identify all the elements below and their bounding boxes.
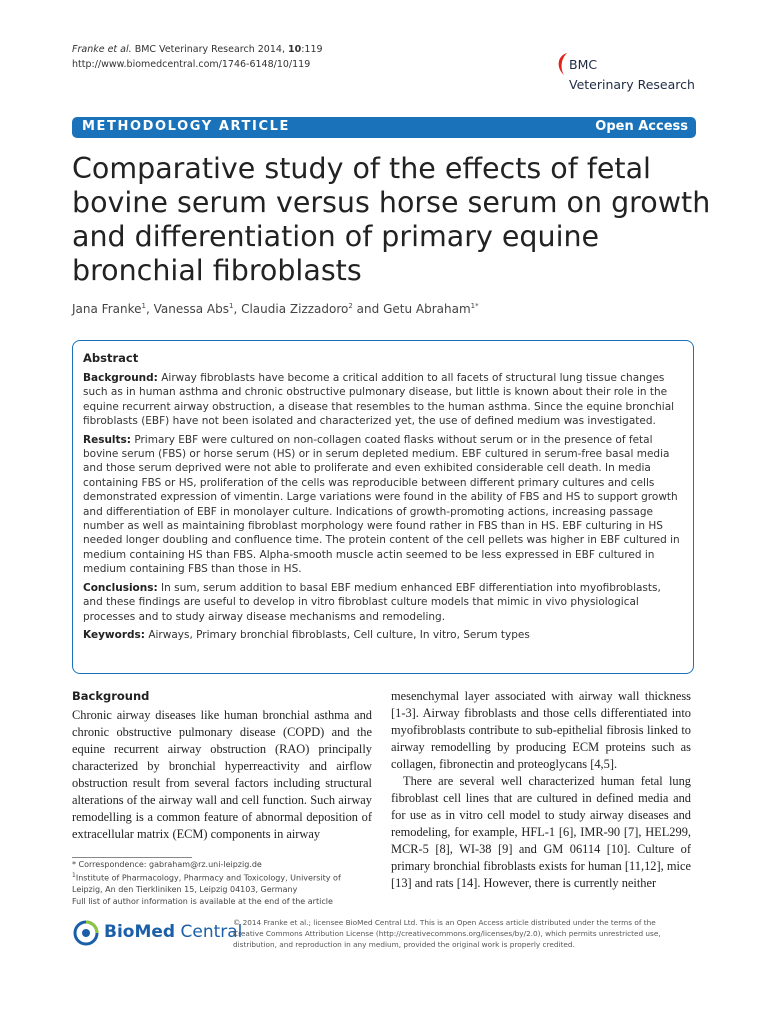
author-affil: 1 xyxy=(141,302,146,310)
body-column-right xyxy=(391,688,691,892)
abstract-heading: Abstract xyxy=(83,351,139,365)
journal-logo xyxy=(555,52,715,96)
author-name: Claudia Zizzadoro xyxy=(241,302,349,316)
open-access-label: Open Access xyxy=(595,119,688,134)
body-paragraph: There are several well characterized human fetal lung fibroblast cell lines that are cultured in defined media and for use as in vitro cell model to study airway diseases and remodeling, for example, HFL-1 [6], IMR-90 [7], HEL299, MCR-5 [8], WI-38 [9] and GM 06114 [10]. Culture of primary bronchial fibroblasts exists for human [11,12], mice [13] and rats [14]. However, there is currently neither xyxy=(391,774,691,890)
author-separator: , xyxy=(145,302,154,316)
journal-logo-name: Veterinary Research xyxy=(569,77,695,92)
correspondence-note: * Correspondence: gabraham@rz.uni-leipzig.de xyxy=(72,860,262,869)
body-paragraph: mesenchymal layer associated with airway wall thickness [1-3]. Airway fibroblasts and those cells differentiated into myofibroblasts contribute to sub-epithelial fibrosis linked to airway remodelling by producing ECM proteins such as collagen, fibronectin and proteoglycans [4,5]. xyxy=(391,689,691,771)
affiliation-note xyxy=(72,870,372,895)
abstract-background-text: Airway fibroblasts have become a critical addition to all facets of structural lung tissue changes such as in human asthma and chronic obstructive pulmonary disease, but little is known about their role in the equine recurrent airway obstruction, a disease that resembles to the human asthma. Since the equine bronchial fibroblasts (EBF) have not been isolated and characterized yet, the use of defined medium was investigated. xyxy=(83,372,675,428)
author-affil: 2 xyxy=(348,302,353,310)
citation-header xyxy=(72,42,323,72)
section-heading-background: Background xyxy=(72,689,150,703)
footnotes xyxy=(72,859,372,907)
license-text: © 2014 Franke et al.; licensee BioMed Central Ltd. This is an Open Access article distributed under the terms of the Creative Commons Attribution License (http://creativecommons.org/licenses/by/2.0), which permits unrestricted use, distribution, and reproduction in any medium, provided the original work is properly credited. xyxy=(233,918,661,949)
citation-volume: 10 xyxy=(287,44,302,55)
journal-logo-bmc: BMC xyxy=(569,57,598,72)
abstract-conclusions-label: Conclusions: xyxy=(83,581,158,594)
body-paragraph: Chronic airway diseases like human bronchial asthma and chronic obstructive pulmonary disease (COPD) and the equine recurrent airway obstruction (RAO) principally characterized by bronchial hyperreactivity and airflow obstruction result from several factors including structural alterations of the airway wall and cell function. Such airway remodelling is a common feature of abnormal deposition of extracellular matrix (ECM) components in airway xyxy=(72,708,372,841)
abstract-conclusions-text: In sum, serum addition to basal EBF medium enhanced EBF differentiation into myofibroblasts, and these findings are useful to develop in vitro fibroblast culture models that mimic in vivo physiological processes and to study airway disease mechanisms and remodeling. xyxy=(83,581,661,623)
author-separator: , xyxy=(233,302,242,316)
full-list-note: Full list of author information is available at the end of the article xyxy=(72,896,333,906)
article-type-banner xyxy=(72,117,696,138)
article-title: Comparative study of the effects of fetal bovine serum versus horse serum on growth and differentiation of primary equine bronchial fibroblasts xyxy=(72,152,711,287)
abstract-keywords-label: Keywords: xyxy=(83,628,145,641)
author-name: Getu Abraham xyxy=(383,302,471,316)
abstract-results-label: Results: xyxy=(83,433,131,446)
biomed-central-logo xyxy=(72,919,243,949)
biomed-central-wordmark xyxy=(104,922,242,942)
footnote-divider xyxy=(72,857,192,858)
abstract-keywords xyxy=(83,628,683,642)
affiliation-sup: 1 xyxy=(72,872,76,880)
citation-line xyxy=(72,42,323,57)
affiliation-text: Institute of Pharmacology, Pharmacy and Toxicology, University of Leipzig, An den Tierkliniken 15, Leipzig 04103, Germany xyxy=(72,874,341,895)
citation-page: :119 xyxy=(301,44,323,55)
article-type: METHODOLOGY ARTICLE xyxy=(82,119,290,134)
citation-authors: Franke et al. xyxy=(72,44,132,55)
abstract-background xyxy=(83,371,683,429)
author-affil: 1 xyxy=(228,302,234,310)
biomed-wordmark-bold: BioMed xyxy=(104,922,176,942)
citation-journal: BMC Veterinary Research 2014, xyxy=(134,44,288,55)
abstract-background-label: Background: xyxy=(83,372,158,384)
author-name: Vanessa Abs xyxy=(153,302,229,316)
abstract-keywords-text: Airways, Primary bronchial fibroblasts, Cell culture, In vitro, Serum types xyxy=(148,628,530,641)
author-name: Jana Franke xyxy=(72,302,142,316)
abstract-conclusions xyxy=(83,581,683,624)
abstract-box xyxy=(72,340,694,674)
author-separator: and xyxy=(352,302,384,316)
body-column-left xyxy=(72,688,372,843)
abstract-results-text: Primary EBF were cultured on non-collagen coated flasks without serum or in the presence of fetal bovine serum (FBS) or horse serum (HS) or in serum depleted medium. EBF cultured in serum-free basal media and those serum deprived were not able to proliferate and even exhibited considerable cell death. In media containing FBS or HS, proliferation of the cells was reproducible between different primary cultures and cells demonstrated expression of vimentin. Large variations were found in the ability of FBS and HS to support growth and differentiation of EBF in monolayer culture. Indications of growth-promoting actions, increasing passage number as well as maintaining fibroblast morphology were found rather in FBS than in HS. EBF culturing in HS needed longer doubling and confluence time. The protein content of the cell pellets was higher in EBF cultured in medium containing HS than FBS. Alpha-smooth muscle actin seemed to be less expressed in EBF cultured in medium containing FBS than those in HS. xyxy=(83,433,680,576)
central-wordmark: Central xyxy=(175,922,243,942)
abstract-results xyxy=(83,433,683,577)
biomed-central-circle-icon xyxy=(72,919,100,947)
author-affil: 1* xyxy=(470,302,479,310)
article-url[interactable]: http://www.biomedcentral.com/1746-6148/10/119 xyxy=(72,59,311,70)
bmc-swoosh-icon xyxy=(555,52,569,76)
author-list xyxy=(72,297,712,318)
